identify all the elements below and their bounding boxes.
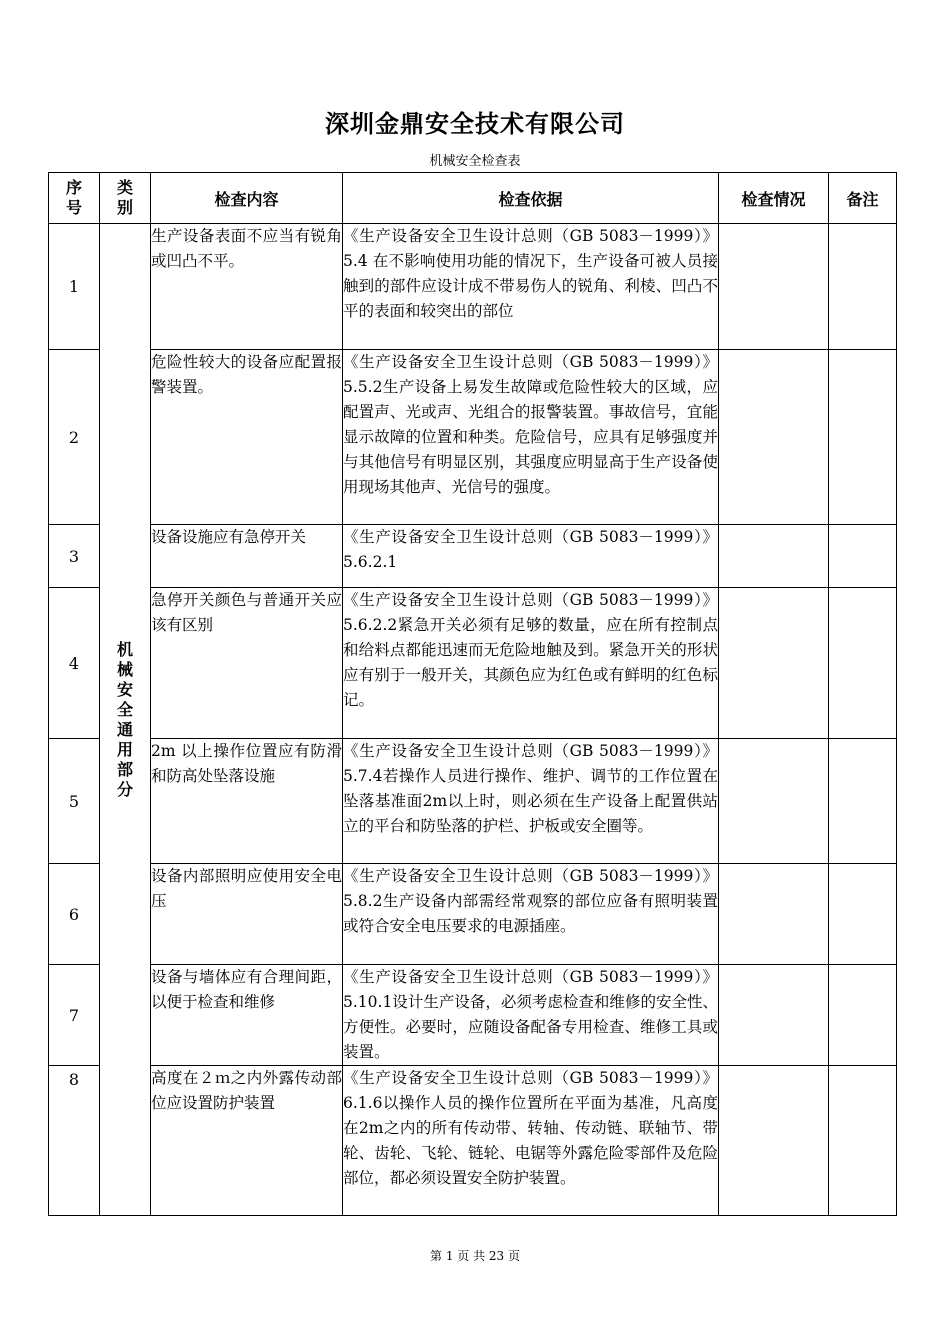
row-seq: 1 [49,224,100,350]
row-remark [829,350,897,525]
table-row [49,864,897,965]
row-content: 设备设施应有急停开关 [151,525,343,588]
row-status [719,525,829,588]
row-content: 危险性较大的设备应配置报警装置。 [151,350,343,525]
header-basis: 检查依据 [343,173,719,224]
page-footer: 第 1 页 共 23 页 [430,1249,520,1263]
row-basis: 《生产设备安全卫生设计总则（GB 5083－1999）》 5.10.1设计生产设备，必须考虑检查和维修的安全性、方便性。必要时，应随设备配备专用检查、维修工具或装置。 [343,965,719,1066]
row-seq: 6 [49,864,100,965]
row-remark [829,588,897,739]
row-content: 急停开关颜色与普通开关应该有区别 [151,588,343,739]
row-seq: 2 [49,350,100,525]
header-remark: 备注 [829,173,897,224]
row-basis: 《生产设备安全卫生设计总则（GB 5083－1999）》 5.8.2生产设备内部需经常观察的部位应备有照明装置或符合安全电压要求的电源插座。 [343,864,719,965]
row-remark [829,1066,897,1216]
header-seq: 序号 [49,173,100,224]
row-seq: 3 [49,525,100,588]
table-row [49,1066,897,1216]
row-basis: 《生产设备安全卫生设计总则（GB 5083－1999）》 5.6.2.1 [343,525,719,588]
row-status [719,965,829,1066]
row-seq: 7 [49,965,100,1066]
table-row [49,350,897,525]
row-basis: 《生产设备安全卫生设计总则（GB 5083－1999）》 5.7.4若操作人员进行操作、维护、调节的工作位置在坠落基准面2m以上时，则必须在生产设备上配置供站立的平台和防坠落的护栏、护板或安全圈等。 [343,739,719,864]
row-remark [829,525,897,588]
row-remark [829,739,897,864]
row-basis: 《生产设备安全卫生设计总则（GB 5083－1999）》 6.1.6以操作人员的操作位置所在平面为基准，凡高度在2m之内的所有传动带、转轴、传动链、联轴节、带轮、齿轮、飞轮、链轮、电锯等外露危险零部件及危险部位，都必须设置安全防护装置。 [343,1066,719,1216]
table-row [49,965,897,1066]
row-basis: 《生产设备安全卫生设计总则（GB 5083－1999）》5.4 在不影响使用功能的情况下，生产设备可被人员接触到的部件应设计成不带易伤人的锐角、利棱、凹凸不平的表面和较突出的部位 [343,224,719,350]
table-row [49,224,897,350]
inspection-table [48,172,897,1216]
row-status [719,350,829,525]
header-status: 检查情况 [719,173,829,224]
form-title: 机械安全检查表 [429,154,521,169]
row-basis: 《生产设备安全卫生设计总则（GB 5083－1999）》 5.5.2生产设备上易发生故障或危险性较大的区域，应配置声、光或声、光组合的报警装置。事故信号，宜能显示故障的位置和种类。危险信号，应具有足够强度并与其他信号有明显区别，其强度应明显高于生产设备使用现场其他声、光信号的强度。 [343,350,719,525]
row-seq: 4 [49,588,100,739]
company-title: 深圳金鼎安全技术有限公司 [325,110,625,138]
category-cell [100,224,151,1216]
row-seq: 8 [49,1066,100,1216]
row-basis: 《生产设备安全卫生设计总则（GB 5083－1999）》 5.6.2.2紧急开关必须有足够的数量，应在所有控制点和给料点都能迅速而无危险地触及到。紧急开关的形状应有别于一般开关，其颜色应为红色或有鲜明的红色标记。 [343,588,719,739]
table-row [49,525,897,588]
header-row [49,173,897,224]
row-status [719,224,829,350]
row-status [719,1066,829,1216]
row-content: 设备内部照明应使用安全电压 [151,864,343,965]
row-status [719,588,829,739]
row-content: 设备与墙体应有合理间距，以便于检查和维修 [151,965,343,1066]
category-label: 机械安全通用部分 [116,639,133,799]
row-remark [829,965,897,1066]
header-content: 检查内容 [151,173,343,224]
row-remark [829,864,897,965]
table-row [49,588,897,739]
row-content: 高度在２ｍ之内外露传动部位应设置防护装置 [151,1066,343,1216]
row-status [719,739,829,864]
table-row [49,739,897,864]
row-seq: 5 [49,739,100,864]
header-category: 类别 [100,173,151,224]
row-status [719,864,829,965]
row-remark [829,224,897,350]
row-content: 2m 以上操作位置应有防滑和防高处坠落设施 [151,739,343,864]
row-content: 生产设备表面不应当有锐角或凹凸不平。 [151,224,343,350]
